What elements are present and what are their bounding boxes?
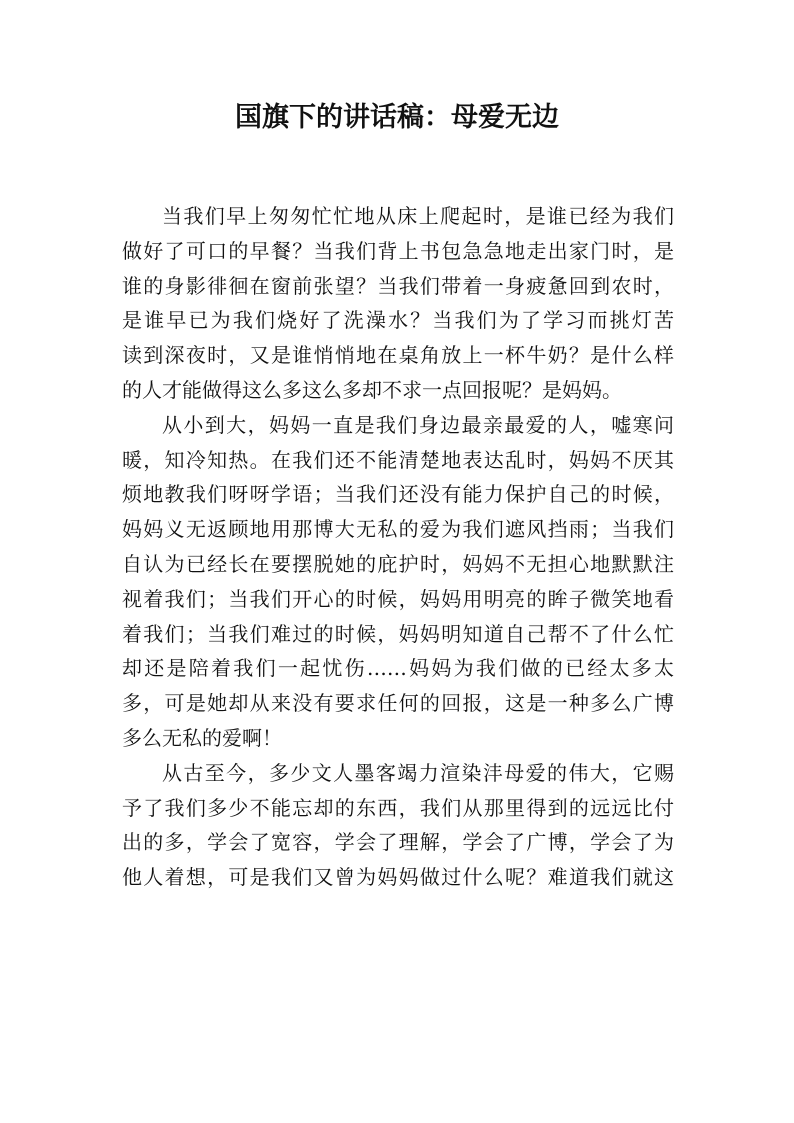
paragraph-2-line-9: 多，可是她却从来没有要求任何的回报，这是一种多么广博: [122, 691, 674, 716]
paragraph-3-line-3: 出的多，学会了宽容，学会了理解，学会了广博，学会了为: [122, 830, 674, 855]
paragraph-2-line-5: 自认为已经长在要摆脱她的庇护时，妈妈不无担心地默默注: [122, 551, 674, 576]
paragraph-2-line-2: 暖，知冷知热。在我们还不能清楚地表达乱时，妈妈不厌其: [122, 447, 674, 472]
paragraph-2-line-7: 着我们；当我们难过的时候，妈妈明知道自己帮不了什么忙: [122, 621, 674, 646]
paragraph-2-line-1: 从小到大，妈妈一直是我们身边最亲最爱的人，嘘寒问: [162, 412, 674, 437]
paragraph-2-line-6: 视着我们；当我们开心的时候，妈妈用明亮的眸子微笑地看: [122, 586, 674, 611]
document-body: [122, 199, 674, 895]
paragraph-2-line-10: 多么无私的爱啊！: [122, 725, 282, 750]
paragraph-1-line-3: 谁的身影徘徊在窗前张望？当我们带着一身疲惫回到农时，: [122, 273, 674, 298]
paragraph-1-line-4: 是谁早已为我们烧好了洗澡水？当我们为了学习而挑灯苦: [122, 308, 674, 333]
paragraph-2-line-3: 烦地教我们呀呀学语；当我们还没有能力保护自己的时候，: [122, 482, 674, 507]
paragraph-1-line-1: 当我们早上匆匆忙忙地从床上爬起时，是谁已经为我们: [162, 204, 674, 228]
paragraph-3-line-1: 从古至今，多少文人墨客竭力渲染沣母爱的伟大，它赐: [162, 760, 674, 785]
document-title: 国旗下的讲话稿：母爱无边: [235, 102, 559, 133]
paragraph-3-line-2: 予了我们多少不能忘却的东西，我们从那里得到的远远比付: [122, 795, 674, 820]
paragraph-2-line-8: 却还是陪着我们一起忧伤……妈妈为我们做的已经太多太: [122, 656, 674, 681]
paragraph-1-line-6: 的人才能做得这么多这么多却不求一点回报呢？是妈妈。: [122, 377, 622, 402]
paragraph-2-line-4: 妈妈义无返顾地用那博大无私的爱为我们遮风挡雨；当我们: [122, 517, 674, 542]
paragraph-1-line-2: 做好了可口的早餐？当我们背上书包急急地走出家门时，是: [122, 238, 674, 263]
paragraph-1-line-5: 读到深夜时，又是谁悄悄地在桌角放上一杯牛奶？是什么样: [122, 343, 674, 368]
paragraph-3-line-4: 他人着想，可是我们又曾为妈妈做过什么呢？难道我们就这: [122, 865, 674, 890]
